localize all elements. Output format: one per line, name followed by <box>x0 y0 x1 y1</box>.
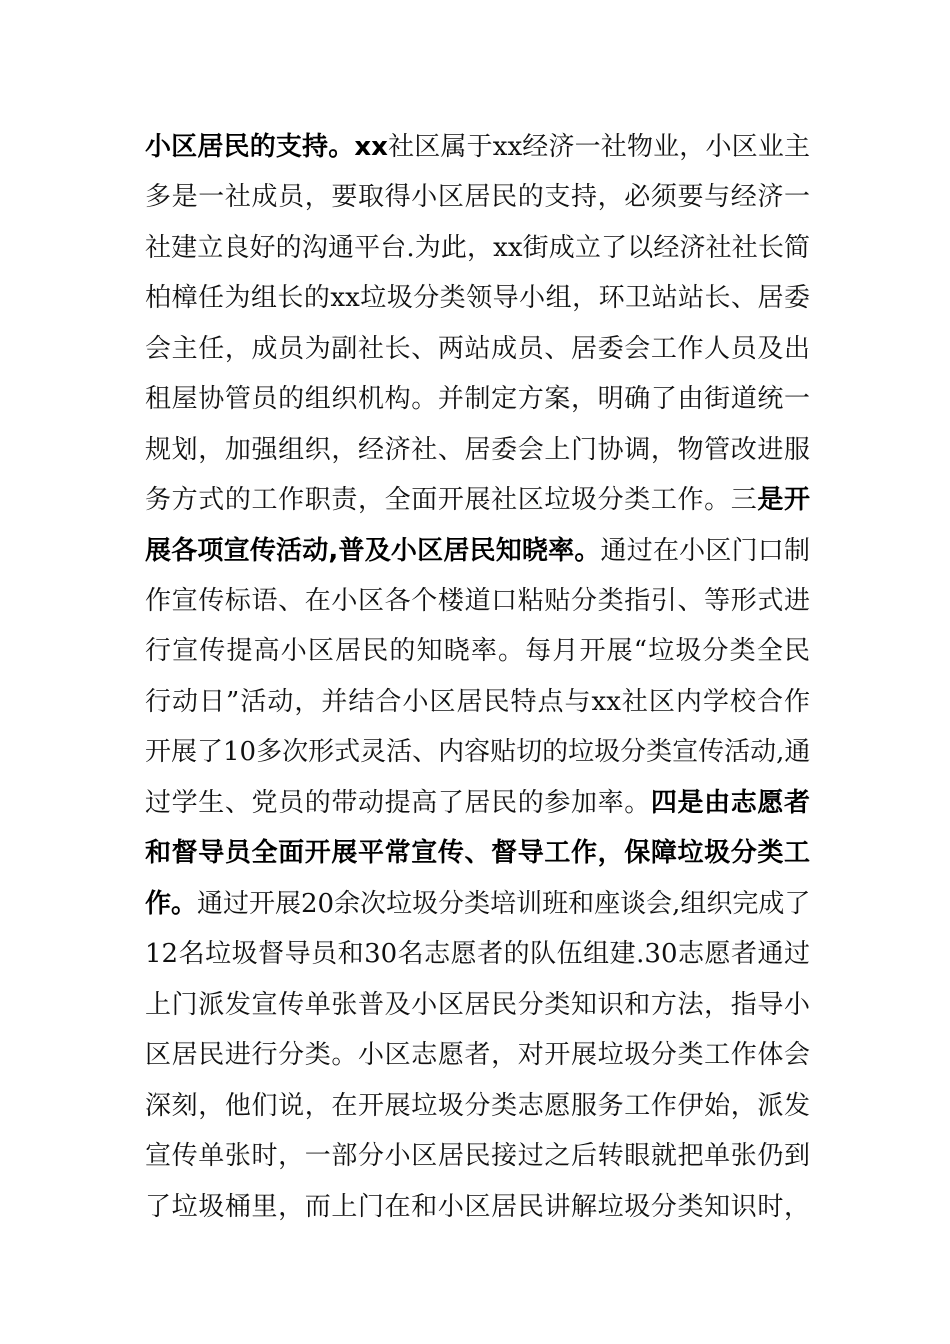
text-span: 多是一社成员，要取得小区居民的支持，必须要与经济一 <box>145 182 810 212</box>
bold-span: 和督导员全面开展平常宣传、督导工作，保障垃圾分类工 <box>145 838 810 868</box>
text-line <box>145 430 810 470</box>
text-span: 柏樟任为组长的xx垃圾分类领导小组，环卫站站长、居委 <box>145 283 810 313</box>
text-line <box>145 531 810 571</box>
text-span: 区居民进行分类。小区志愿者，对开展垃圾分类工作体会 <box>145 1040 810 1070</box>
text-span: 上门派发宣传单张普及小区居民分类知识和方法，指导小 <box>145 990 810 1020</box>
text-span: 租屋协管员的组织机构。并制定方案，明确了由街道统一 <box>145 384 810 414</box>
bold-span: 展各项宣传活动,普及小区居民知晓率。 <box>145 536 601 566</box>
text-span: 了垃圾桶里，而上门在和小区居民讲解垃圾分类知识时， <box>145 1192 810 1222</box>
text-line <box>145 934 810 974</box>
text-span: 通过在小区门口制 <box>600 536 810 566</box>
bold-span: 四是由志愿者 <box>650 788 810 818</box>
text-line <box>145 1086 810 1126</box>
text-span: 社区属于xx经济一社物业，小区业主 <box>387 132 810 162</box>
bold-span: 是开 <box>757 485 810 515</box>
text-line <box>145 581 810 621</box>
text-line <box>145 1136 810 1176</box>
text-span: 作宣传标语、在小区各个楼道口粘贴分类指引、等形式进 <box>145 586 810 616</box>
text-line <box>145 732 810 772</box>
text-line <box>145 682 810 722</box>
text-line <box>145 379 810 419</box>
text-span: 通过开展20余次垃圾分类培训班和座谈会,组织完成了 <box>197 889 810 919</box>
text-span: 开展了10多次形式灵活、内容贴切的垃圾分类宣传活动,通 <box>145 737 810 767</box>
text-line <box>145 1187 810 1227</box>
text-line <box>145 228 810 268</box>
text-line <box>145 783 810 823</box>
text-line <box>145 1035 810 1075</box>
text-line <box>145 884 810 924</box>
text-span: 社建立良好的沟通平台.为此，xx街成立了以经济社社长简 <box>145 233 810 263</box>
text-span: 12名垃圾督导员和30名志愿者的队伍组建.30志愿者通过 <box>145 939 810 969</box>
text-line <box>145 278 810 318</box>
text-span: 会主任，成员为副社长、两站成员、居委会工作人员及出 <box>145 334 810 364</box>
text-span: 过学生、党员的带动提高了居民的参加率。 <box>145 788 651 818</box>
text-span: 行动日”活动，并结合小区居民特点与xx社区内学校合作 <box>145 687 810 717</box>
text-span: 行宣传提高小区居民的知晓率。每月开展“垃圾分类全民 <box>145 636 810 666</box>
bold-span: 作。 <box>145 889 198 919</box>
text-line <box>145 177 810 217</box>
text-span: 深刻，他们说，在开展垃圾分类志愿服务工作伊始，派发 <box>145 1091 810 1121</box>
text-line <box>145 480 810 520</box>
text-line <box>145 329 810 369</box>
text-line <box>145 127 810 167</box>
bold-span: 小区居民的支持。xx <box>145 132 388 162</box>
text-line <box>145 833 810 873</box>
text-span: 务方式的工作职责，全面开展社区垃圾分类工作。三 <box>145 485 758 515</box>
text-line <box>145 631 810 671</box>
text-span: 规划，加强组织，经济社、居委会上门协调，物管改进服 <box>145 435 810 465</box>
text-line <box>145 985 810 1025</box>
text-span: 宣传单张时，一部分小区居民接过之后转眼就把单张仍到 <box>145 1141 810 1171</box>
